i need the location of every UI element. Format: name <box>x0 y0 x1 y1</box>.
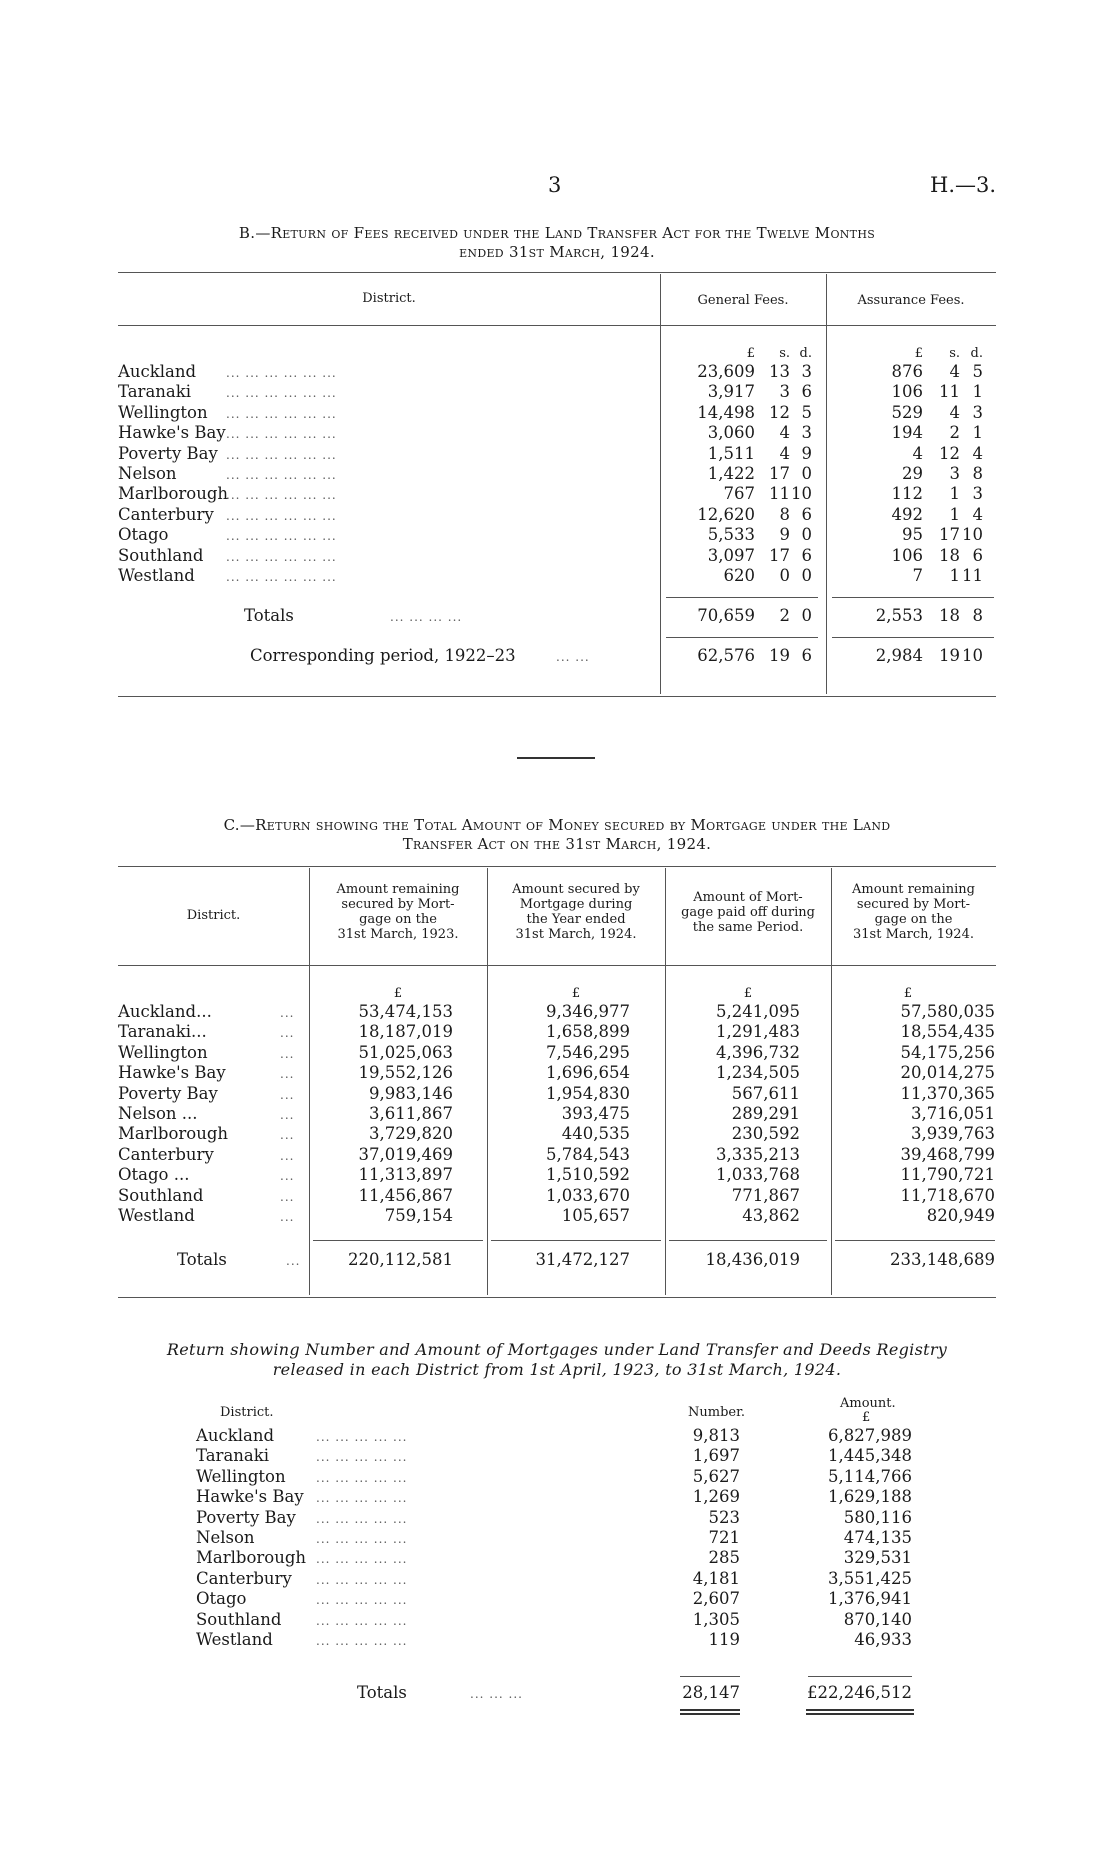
table-b-assurance-fee-pence: 5 <box>972 362 983 381</box>
table-d-amount-double-rule-1 <box>806 1709 914 1711</box>
table-c-value-col1: 9,983,146 <box>369 1083 453 1103</box>
table-d-district-name: Nelson <box>196 1528 255 1547</box>
table-b-general-fee-pence: 3 <box>801 423 812 443</box>
table-d-number: 5,627 <box>692 1466 740 1486</box>
table-b-assurance-fee-pence: 8 <box>972 464 983 483</box>
leader-dots: ... <box>286 1254 301 1268</box>
table-b-previous-general-shillings: 19 <box>769 646 790 665</box>
table-c-value-col1: 3,729,820 <box>369 1124 453 1144</box>
leader-dots: ... ... ... ... ... <box>316 1511 408 1526</box>
table-b-assurance-unit-pounds: £ <box>914 346 923 361</box>
leader-dots: ... ... ... ... ... <box>316 1593 408 1608</box>
table-d-amount: 5,114,766 <box>828 1466 912 1486</box>
table-c-district-name: Southland <box>118 1185 204 1205</box>
table-d-district-name: Taranaki <box>196 1446 270 1466</box>
table-b-assurance-fee-pounds: 194 <box>891 423 923 443</box>
table-c-value-col3: 1,234,505 <box>716 1063 800 1083</box>
leader-dots: ... ... ... ... ... ... <box>226 366 337 380</box>
table-b-general-fee-pounds: 3,060 <box>707 423 755 443</box>
table-b-assurance-total-rule <box>832 597 994 598</box>
leader-dots: ... ... <box>556 650 590 664</box>
table-b-general-fee-pence: 0 <box>801 525 812 545</box>
table-c-header-secured-during-year <box>487 882 665 942</box>
table-b-general-fee-pounds: 767 <box>723 484 755 504</box>
table-b-assurance-fee-shillings: 2 <box>949 423 960 443</box>
table-c-value-col1: 11,313,897 <box>358 1165 453 1185</box>
table-d-total-number: 28,147 <box>682 1683 740 1702</box>
table-d-number: 2,607 <box>692 1589 740 1609</box>
leader-dots: ... ... ... ... ... ... <box>226 570 337 584</box>
table-b-assurance-fee-pence: 3 <box>972 484 983 504</box>
table-c-top-rule <box>118 866 996 867</box>
table-c-value-col4: 20,014,275 <box>900 1063 995 1083</box>
table-c-total-rule-3 <box>669 1240 827 1241</box>
table-b-assurance-fee-pounds: 29 <box>902 464 923 483</box>
table-c-total-rule-1 <box>313 1240 483 1241</box>
table-c-value-col4: 11,370,365 <box>900 1083 995 1103</box>
table-d-amount: 6,827,989 <box>828 1426 912 1445</box>
table-b-district-name: Canterbury <box>118 504 214 524</box>
leader-dots: ... ... ... ... ... <box>316 1470 408 1485</box>
table-b-general-prev-rule <box>666 637 818 638</box>
table-c-value-col1: 11,456,867 <box>358 1185 453 1205</box>
table-b-total-general-pence: 0 <box>801 606 812 625</box>
table-b-district-name: Marlborough <box>118 484 229 504</box>
header-line: the Year ended <box>526 912 626 927</box>
table-d-title-line2: released in each District from 1st April, 1923, to 31st March, 1924. <box>272 1360 842 1379</box>
table-c-header-paid-off <box>665 890 831 935</box>
page-number: 3 <box>548 173 562 197</box>
header-line: 31st March, 1924. <box>515 927 637 942</box>
table-b-general-fee-pounds: 23,609 <box>697 362 755 381</box>
table-b-general-fee-shillings: 0 <box>779 566 790 585</box>
table-b-header-rule <box>118 325 996 326</box>
table-c-total-col4: 233,148,689 <box>890 1250 995 1269</box>
table-d-amount: 46,933 <box>854 1630 912 1649</box>
document-reference: H.—3. <box>930 173 997 197</box>
leader-dots: ... ... ... <box>470 1687 523 1701</box>
leader-dots: ... <box>280 1087 295 1102</box>
table-b-assurance-fee-pounds: 112 <box>891 484 923 504</box>
table-c-district-name: Poverty Bay <box>118 1083 218 1103</box>
table-b-general-fee-shillings: 11 <box>769 484 790 504</box>
table-c-value-col3: 230,592 <box>731 1124 800 1144</box>
table-c-district-name: Taranaki... <box>118 1022 207 1042</box>
leader-dots: ... ... ... ... ... ... <box>226 549 337 564</box>
table-c-value-col4: 3,716,051 <box>911 1104 995 1123</box>
table-b-header-assurance: Assurance Fees. <box>857 293 965 308</box>
table-b-general-fee-shillings: 3 <box>779 382 790 402</box>
table-b-district-name: Taranaki <box>118 382 192 402</box>
table-b-general-fee-pence: 0 <box>801 566 812 585</box>
table-c-value-col2: 1,658,899 <box>546 1022 630 1042</box>
table-b-assurance-fee-pence: 1 <box>972 382 983 402</box>
table-b-assurance-fee-pence: 3 <box>972 402 983 422</box>
table-c-total-col2: 31,472,127 <box>535 1250 630 1269</box>
table-b-total-general-pounds: 70,659 <box>697 606 755 625</box>
table-d-header-amount-unit: £ <box>862 1410 871 1425</box>
table-d-district-name: Westland <box>196 1630 273 1649</box>
table-c-value-col1: 53,474,153 <box>358 1002 453 1021</box>
table-c-district-name: Auckland... <box>118 1002 212 1021</box>
leader-dots: ... <box>280 1189 295 1204</box>
header-line: Mortgage during <box>519 897 633 912</box>
table-b-assurance-unit-pence: d. <box>970 346 983 361</box>
table-d-totals-label: Totals <box>357 1683 407 1702</box>
leader-dots: ... ... ... ... ... ... <box>226 386 337 401</box>
table-d-header-amount: Amount. <box>840 1396 896 1411</box>
leader-dots: ... ... ... ... ... ... <box>226 406 337 421</box>
table-c-value-col2: 440,535 <box>561 1124 630 1144</box>
table-d-number-double-rule-1 <box>680 1709 740 1711</box>
leader-dots: ... ... ... ... ... <box>316 1450 408 1465</box>
table-d-amount-double-rule-2 <box>806 1713 914 1715</box>
table-c-total-rule-2 <box>491 1240 661 1241</box>
leader-dots: ... ... ... ... ... <box>316 1634 408 1648</box>
table-d-amount-total-rule <box>808 1676 912 1677</box>
table-b-general-fee-pounds: 12,620 <box>697 504 755 524</box>
table-b-district-name: Poverty Bay <box>118 443 218 463</box>
table-d-district-name: Auckland <box>196 1426 275 1445</box>
table-b-assurance-fee-pence: 6 <box>972 545 983 565</box>
table-b-divider-2 <box>826 274 827 694</box>
table-c-value-col3: 5,241,095 <box>716 1002 800 1021</box>
table-c-value-col3: 3,335,213 <box>716 1144 800 1164</box>
table-b-general-fee-pounds: 3,097 <box>707 545 755 565</box>
table-b-previous-assurance-shillings: 19 <box>939 646 960 665</box>
table-d-number: 721 <box>708 1528 740 1547</box>
leader-dots: ... <box>280 1067 295 1082</box>
table-d-district-name: Poverty Bay <box>196 1507 296 1527</box>
table-c-unit-col1: £ <box>393 986 403 1001</box>
table-b-assurance-fee-pence: 10 <box>962 525 983 545</box>
table-c-value-col2: 1,033,670 <box>546 1185 630 1205</box>
leader-dots: ... <box>280 1108 295 1122</box>
table-d-district-name: Hawke's Bay <box>196 1487 304 1507</box>
table-d-header-number: Number. <box>688 1405 746 1420</box>
table-c-title-line1: C.—Return showing the Total Amount of Money secured by Mortgage under the Land <box>223 816 891 834</box>
table-b-district-name: Hawke's Bay <box>118 423 226 443</box>
table-b-general-fee-shillings: 12 <box>769 402 790 422</box>
table-d-amount: 474,135 <box>843 1528 912 1547</box>
leader-dots: ... <box>280 1128 295 1143</box>
leader-dots: ... ... ... ... ... <box>316 1532 408 1546</box>
table-c-value-col4: 18,554,435 <box>900 1022 995 1042</box>
table-b-general-fee-pence: 3 <box>801 362 812 381</box>
table-b-total-assurance-pence: 8 <box>972 606 983 625</box>
header-line: Amount secured by <box>512 882 640 897</box>
table-b-bottom-rule <box>118 696 996 697</box>
table-b-general-fee-pence: 9 <box>801 443 812 463</box>
table-b-total-assurance-shillings: 18 <box>939 606 960 625</box>
header-line: gage on the <box>359 912 437 927</box>
table-c-value-col3: 567,611 <box>731 1083 800 1103</box>
table-b-assurance-fee-shillings: 18 <box>939 545 960 565</box>
table-c-bottom-rule <box>118 1297 996 1298</box>
table-d-number: 523 <box>708 1507 740 1527</box>
table-c-value-col3: 4,396,732 <box>716 1042 800 1062</box>
table-c-district-name: Wellington <box>118 1042 208 1062</box>
table-b-assurance-fee-pounds: 106 <box>891 545 923 565</box>
table-d-number: 9,813 <box>692 1426 740 1445</box>
table-b-assurance-fee-pounds: 4 <box>912 443 923 463</box>
table-b-assurance-fee-shillings: 17 <box>939 525 960 545</box>
table-c-value-col1: 51,025,063 <box>358 1042 453 1062</box>
header-line: secured by Mort- <box>341 897 455 912</box>
table-c-district-name: Hawke's Bay <box>118 1063 226 1083</box>
table-c-value-col3: 43,862 <box>742 1206 800 1225</box>
header-line: the same Period. <box>692 920 804 935</box>
table-d-number-double-rule-2 <box>680 1713 740 1715</box>
table-b-total-general-shillings: 2 <box>779 606 790 625</box>
leader-dots: ... ... ... ... ... <box>316 1552 408 1567</box>
leader-dots: ... <box>280 1148 295 1163</box>
leader-dots: ... <box>280 1006 295 1020</box>
table-c-district-name: Marlborough <box>118 1124 229 1144</box>
leader-dots: ... ... ... ... ... <box>316 1572 408 1587</box>
table-c-value-col1: 37,019,469 <box>358 1144 453 1164</box>
table-d-total-amount: £22,246,512 <box>807 1683 912 1702</box>
table-b-district-name: Nelson <box>118 464 177 483</box>
table-b-general-fee-pence: 6 <box>801 545 812 565</box>
table-c-district-name: Westland <box>118 1206 195 1225</box>
leader-dots: ... <box>280 1046 295 1061</box>
header-line: 31st March, 1924. <box>853 927 974 942</box>
table-b-general-fee-pence: 6 <box>801 382 812 402</box>
table-b-previous-general-pence: 6 <box>801 646 812 665</box>
table-d-number: 4,181 <box>692 1568 740 1588</box>
table-d-district-name: Otago <box>196 1589 247 1609</box>
table-d-amount: 580,116 <box>843 1507 912 1527</box>
table-c-header-remaining-1923 <box>309 882 487 942</box>
table-b-assurance-fee-shillings: 1 <box>949 484 960 504</box>
table-d-amount: 329,531 <box>843 1548 912 1568</box>
table-b-district-name: Westland <box>118 566 195 585</box>
table-b-previous-assurance-pounds: 2,984 <box>875 646 923 665</box>
table-b-title-line1: B.—Return of Fees received under the Land Transfer Act for the Twelve Months <box>238 224 876 242</box>
table-b-general-fee-pounds: 5,533 <box>707 525 755 545</box>
table-c-value-col4: 11,718,670 <box>900 1185 995 1205</box>
table-b-assurance-fee-shillings: 4 <box>949 402 960 422</box>
table-c-value-col2: 7,546,295 <box>546 1042 630 1062</box>
table-c-value-col4: 39,468,799 <box>900 1144 995 1164</box>
header-line: gage paid off during <box>681 905 815 920</box>
table-b-general-fee-shillings: 4 <box>779 423 790 443</box>
table-c-district-name: Otago ... <box>118 1165 190 1185</box>
table-b-district-name: Southland <box>118 545 204 565</box>
table-c-value-col2: 9,346,977 <box>546 1002 630 1021</box>
leader-dots: ... <box>280 1026 295 1041</box>
leader-dots: ... ... ... ... ... ... <box>226 468 337 482</box>
table-b-total-assurance-pounds: 2,553 <box>875 606 923 625</box>
table-d-title-line1: Return showing Number and Amount of Mortgages under Land Transfer and Deeds Registry <box>166 1340 948 1359</box>
table-b-assurance-fee-shillings: 1 <box>949 504 960 524</box>
table-c-value-col1: 3,611,867 <box>369 1104 453 1123</box>
table-c-value-col2: 5,784,543 <box>546 1144 630 1164</box>
table-b-general-unit-pounds: £ <box>746 346 755 361</box>
header-line: gage on the <box>874 912 953 927</box>
table-c-value-col1: 18,187,019 <box>358 1022 453 1042</box>
table-c-unit-col2: £ <box>571 986 581 1001</box>
table-c-value-col4: 57,580,035 <box>900 1002 995 1021</box>
leader-dots: ... ... ... ... ... <box>316 1613 408 1628</box>
table-d-number: 1,305 <box>692 1609 740 1629</box>
table-b-previous-assurance-pence: 10 <box>962 646 983 665</box>
leader-dots: ... ... ... ... <box>390 610 463 624</box>
table-d-district-name: Wellington <box>196 1466 286 1486</box>
table-b-general-fee-shillings: 17 <box>769 545 790 565</box>
table-b-assurance-fee-shillings: 4 <box>949 362 960 381</box>
table-c-header-district: District. <box>186 908 241 923</box>
leader-dots: ... ... ... ... ... ... <box>226 427 337 442</box>
table-c-value-col1: 19,552,126 <box>358 1063 453 1083</box>
table-d-amount: 3,551,425 <box>828 1568 912 1588</box>
leader-dots: ... ... ... ... ... ... <box>226 508 337 523</box>
table-c-value-col3: 1,033,768 <box>716 1165 800 1185</box>
table-b-general-fee-pence: 0 <box>801 464 812 483</box>
table-c-total-col3: 18,436,019 <box>705 1250 800 1269</box>
table-d-district-name: Southland <box>196 1609 282 1629</box>
table-b-general-fee-shillings: 4 <box>779 443 790 463</box>
table-b-header-district: District. <box>362 291 416 306</box>
table-b-general-fee-pounds: 14,498 <box>697 402 755 422</box>
table-c-header-rule <box>118 965 996 966</box>
table-b-district-name: Wellington <box>118 402 208 422</box>
table-c-value-col1: 759,154 <box>384 1206 453 1225</box>
table-b-header-general: General Fees. <box>697 293 789 308</box>
table-b-assurance-fee-shillings: 1 <box>949 566 960 585</box>
table-b-assurance-prev-rule <box>832 637 994 638</box>
table-c-value-col2: 1,954,830 <box>546 1083 630 1103</box>
section-separator <box>517 757 595 759</box>
table-b-district-name: Otago <box>118 525 169 545</box>
table-d-number: 1,697 <box>692 1446 740 1466</box>
leader-dots: ... ... ... ... ... ... <box>226 447 337 462</box>
table-b-general-unit-pence: d. <box>799 346 812 361</box>
table-c-value-col4: 820,949 <box>926 1206 995 1225</box>
table-b-assurance-fee-shillings: 3 <box>949 464 960 483</box>
table-b-general-fee-pence: 5 <box>801 402 812 422</box>
table-b-general-unit-shillings: s. <box>779 346 790 361</box>
table-b-assurance-fee-pounds: 95 <box>902 525 923 545</box>
table-b-totals-label: Totals <box>244 606 294 625</box>
table-c-title-line2: Transfer Act on the 31st March, 1924. <box>402 835 712 853</box>
table-c-totals-label: Totals <box>177 1250 227 1269</box>
table-b-assurance-fee-pounds: 529 <box>891 402 923 422</box>
table-b-assurance-unit-shillings: s. <box>949 346 960 361</box>
table-b-general-fee-pounds: 620 <box>723 566 755 585</box>
table-d-district-name: Canterbury <box>196 1568 292 1588</box>
table-b-general-fee-shillings: 9 <box>779 525 790 545</box>
table-b-general-fee-pence: 10 <box>791 484 812 504</box>
table-b-assurance-fee-pounds: 106 <box>891 382 923 402</box>
table-b-assurance-fee-pounds: 492 <box>891 504 923 524</box>
table-b-general-fee-shillings: 8 <box>779 504 790 524</box>
table-b-district-name: Auckland <box>118 362 197 381</box>
leader-dots: ... <box>280 1169 295 1184</box>
table-c-value-col4: 11,790,721 <box>900 1165 995 1185</box>
header-line: Amount remaining <box>851 882 975 897</box>
header-line: secured by Mort- <box>856 897 971 912</box>
table-b-previous-general-pounds: 62,576 <box>697 646 755 665</box>
table-c-value-col2: 393,475 <box>561 1104 630 1123</box>
table-d-number: 1,269 <box>692 1487 740 1507</box>
table-b-general-fee-pounds: 1,511 <box>707 443 755 463</box>
table-b-general-fee-pounds: 3,917 <box>707 382 755 402</box>
table-d-number: 285 <box>708 1548 740 1568</box>
table-c-unit-col4: £ <box>903 986 913 1001</box>
table-d-amount: 870,140 <box>843 1609 912 1629</box>
leader-dots: ... ... ... ... ... <box>316 1491 408 1506</box>
table-c-district-name: Nelson ... <box>118 1104 198 1123</box>
table-c-total-rule-4 <box>835 1240 995 1241</box>
leader-dots: ... ... ... ... ... ... <box>226 529 337 544</box>
table-d-header-district: District. <box>220 1405 274 1420</box>
table-b-title-line2: ended 31st March, 1924. <box>459 243 655 261</box>
table-b-assurance-fee-shillings: 12 <box>939 443 960 463</box>
table-b-general-fee-shillings: 13 <box>769 362 790 381</box>
table-b-general-fee-pence: 6 <box>801 504 812 524</box>
header-line: Amount of Mort- <box>693 890 803 905</box>
table-c-value-col3: 1,291,483 <box>716 1022 800 1042</box>
leader-dots: ... ... ... ... ... <box>316 1430 408 1444</box>
table-d-number-total-rule <box>680 1676 740 1677</box>
table-c-value-col3: 289,291 <box>731 1104 800 1123</box>
table-b-assurance-fee-pence: 1 <box>972 423 983 443</box>
table-b-general-fee-pounds: 1,422 <box>707 464 755 483</box>
header-line: 31st March, 1923. <box>337 927 459 942</box>
table-d-district-name: Marlborough <box>196 1548 307 1568</box>
table-b-divider-1 <box>660 274 661 694</box>
table-c-header-remaining-1924 <box>831 882 996 942</box>
table-b-general-total-rule <box>666 597 818 598</box>
table-b-top-rule <box>118 272 996 273</box>
table-b-assurance-fee-pounds: 7 <box>912 566 923 585</box>
table-c-value-col3: 771,867 <box>731 1185 800 1205</box>
table-b-assurance-fee-pence: 4 <box>972 443 983 463</box>
leader-dots: ... <box>280 1210 295 1224</box>
table-d-amount: 1,376,941 <box>828 1589 912 1609</box>
table-c-value-col2: 105,657 <box>561 1206 630 1225</box>
table-c-total-col1: 220,112,581 <box>348 1250 453 1269</box>
table-b-assurance-fee-pounds: 876 <box>891 362 923 381</box>
table-c-district-name: Canterbury <box>118 1144 214 1164</box>
table-b-previous-label: Corresponding period, 1922–23 <box>250 646 516 665</box>
table-d-amount: 1,445,348 <box>828 1446 912 1466</box>
table-d-number: 119 <box>708 1630 740 1649</box>
leader-dots: ... ... ... ... ... ... <box>226 488 337 503</box>
table-b-assurance-fee-pence: 11 <box>962 566 983 585</box>
table-c-unit-col3: £ <box>743 986 753 1001</box>
table-c-value-col4: 3,939,763 <box>911 1124 995 1144</box>
table-c-value-col2: 1,696,654 <box>546 1063 630 1083</box>
table-b-general-fee-shillings: 17 <box>769 464 790 483</box>
header-line: Amount remaining <box>336 882 460 897</box>
table-c-value-col4: 54,175,256 <box>900 1042 995 1062</box>
table-b-assurance-fee-shillings: 11 <box>939 382 960 402</box>
table-d-amount: 1,629,188 <box>828 1487 912 1507</box>
table-b-assurance-fee-pence: 4 <box>972 504 983 524</box>
table-c-value-col2: 1,510,592 <box>546 1165 630 1185</box>
